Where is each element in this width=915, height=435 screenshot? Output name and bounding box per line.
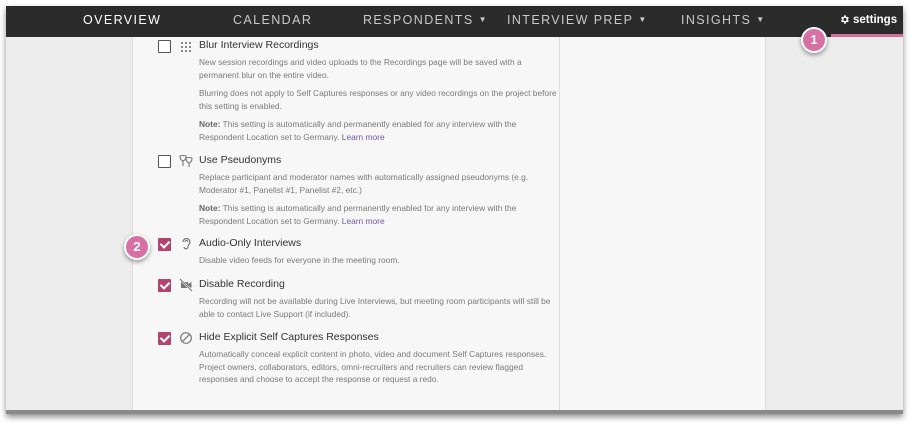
setting-pseudonyms — [132, 152, 560, 236]
blur-recordings-note — [199, 118, 559, 143]
learn-more-link[interactable]: Learn more — [341, 131, 385, 142]
callout-badge-1: 1 — [801, 27, 827, 53]
audio-only-title: Audio-Only Interviews — [199, 237, 302, 249]
audio-only-checkbox[interactable] — [158, 238, 171, 251]
nav-respondents-label: RESPONDENTS — [363, 13, 474, 27]
hide-explicit-title: Hide Explicit Self Captures Responses — [199, 331, 379, 343]
nav-settings[interactable] — [831, 6, 903, 37]
pseudonyms-checkbox[interactable] — [158, 155, 171, 168]
hide-explicit-desc: Automatically conceal explicit content in photo, video and document Self Captures responses. Project owners, collaborators, editors, omni-recruiters and recruiters can review flagged responses and choose to accept the response or request a redo. — [199, 349, 547, 384]
note-text: This setting is automatically and permanently enabled for any interview with the Respondent Location set to Germany. — [199, 119, 517, 142]
nav-overview-label: OVERVIEW — [83, 13, 162, 27]
blur-recordings-checkbox[interactable] — [158, 40, 171, 53]
masks-icon — [179, 154, 193, 168]
disable-recording-desc: Recording will not be available during Live Interviews, but meeting room participants will still be able to contact Live Support (if included). — [199, 296, 551, 319]
gear-icon — [839, 14, 850, 25]
nav-calendar-label: CALENDAR — [233, 13, 313, 27]
nav-insights-label: INSIGHTS — [681, 13, 752, 27]
nav-settings-label: settings — [853, 14, 898, 26]
pseudonyms-desc: Replace participant and moderator names with automatically assigned pseudonyms (e.g. Moderator #1, Panelist #1, Panelist #2, etc.) — [199, 172, 529, 195]
chevron-down-icon: ▼ — [756, 15, 765, 24]
nav-overview[interactable] — [83, 6, 161, 37]
setting-hide-explicit — [132, 330, 560, 410]
nav-calendar[interactable] — [233, 6, 312, 37]
nav-interview-prep[interactable] — [507, 6, 646, 37]
audio-only-desc: Disable video feeds for everyone in the meeting room. — [199, 255, 400, 265]
setting-audio-only — [132, 236, 560, 276]
nav-insights[interactable] — [681, 6, 764, 37]
top-navbar — [6, 6, 903, 37]
nav-respondents[interactable] — [363, 6, 486, 37]
learn-more-link[interactable]: Learn more — [341, 215, 385, 226]
disable-recording-title: Disable Recording — [199, 278, 285, 290]
block-icon — [179, 331, 193, 345]
chevron-down-icon: ▼ — [478, 15, 487, 24]
video-off-icon — [179, 278, 193, 292]
app-window — [6, 6, 903, 414]
note-text: This setting is automatically and permanently enabled for any interview with the Respondent Location set to Germany. — [199, 203, 517, 226]
note-label: Note: — [199, 119, 221, 129]
hide-explicit-checkbox[interactable] — [158, 332, 171, 345]
blur-recordings-desc: New session recordings and video uploads to the Recordings page will be saved with a permanent blur on the entire video. — [199, 57, 522, 80]
blur-recordings-title: Blur Interview Recordings — [199, 39, 319, 51]
pseudonyms-note — [199, 202, 559, 227]
nav-interview-prep-label: INTERVIEW PREP — [507, 13, 634, 27]
blur-recordings-desc-2: Blurring does not apply to Self Captures responses or any video recordings on the project before this setting is enabled. — [199, 88, 557, 111]
ear-icon — [179, 237, 193, 251]
pseudonyms-title: Use Pseudonyms — [199, 154, 282, 166]
setting-disable-recording — [132, 277, 560, 329]
side-panel — [560, 37, 766, 414]
note-label: Note: — [199, 203, 221, 213]
grid-icon — [179, 40, 193, 54]
callout-badge-2: 2 — [124, 234, 150, 260]
setting-blur-recordings — [132, 37, 560, 152]
bottom-scroll-edge — [6, 410, 903, 414]
chevron-down-icon: ▼ — [638, 15, 647, 24]
disable-recording-checkbox[interactable] — [158, 279, 171, 292]
